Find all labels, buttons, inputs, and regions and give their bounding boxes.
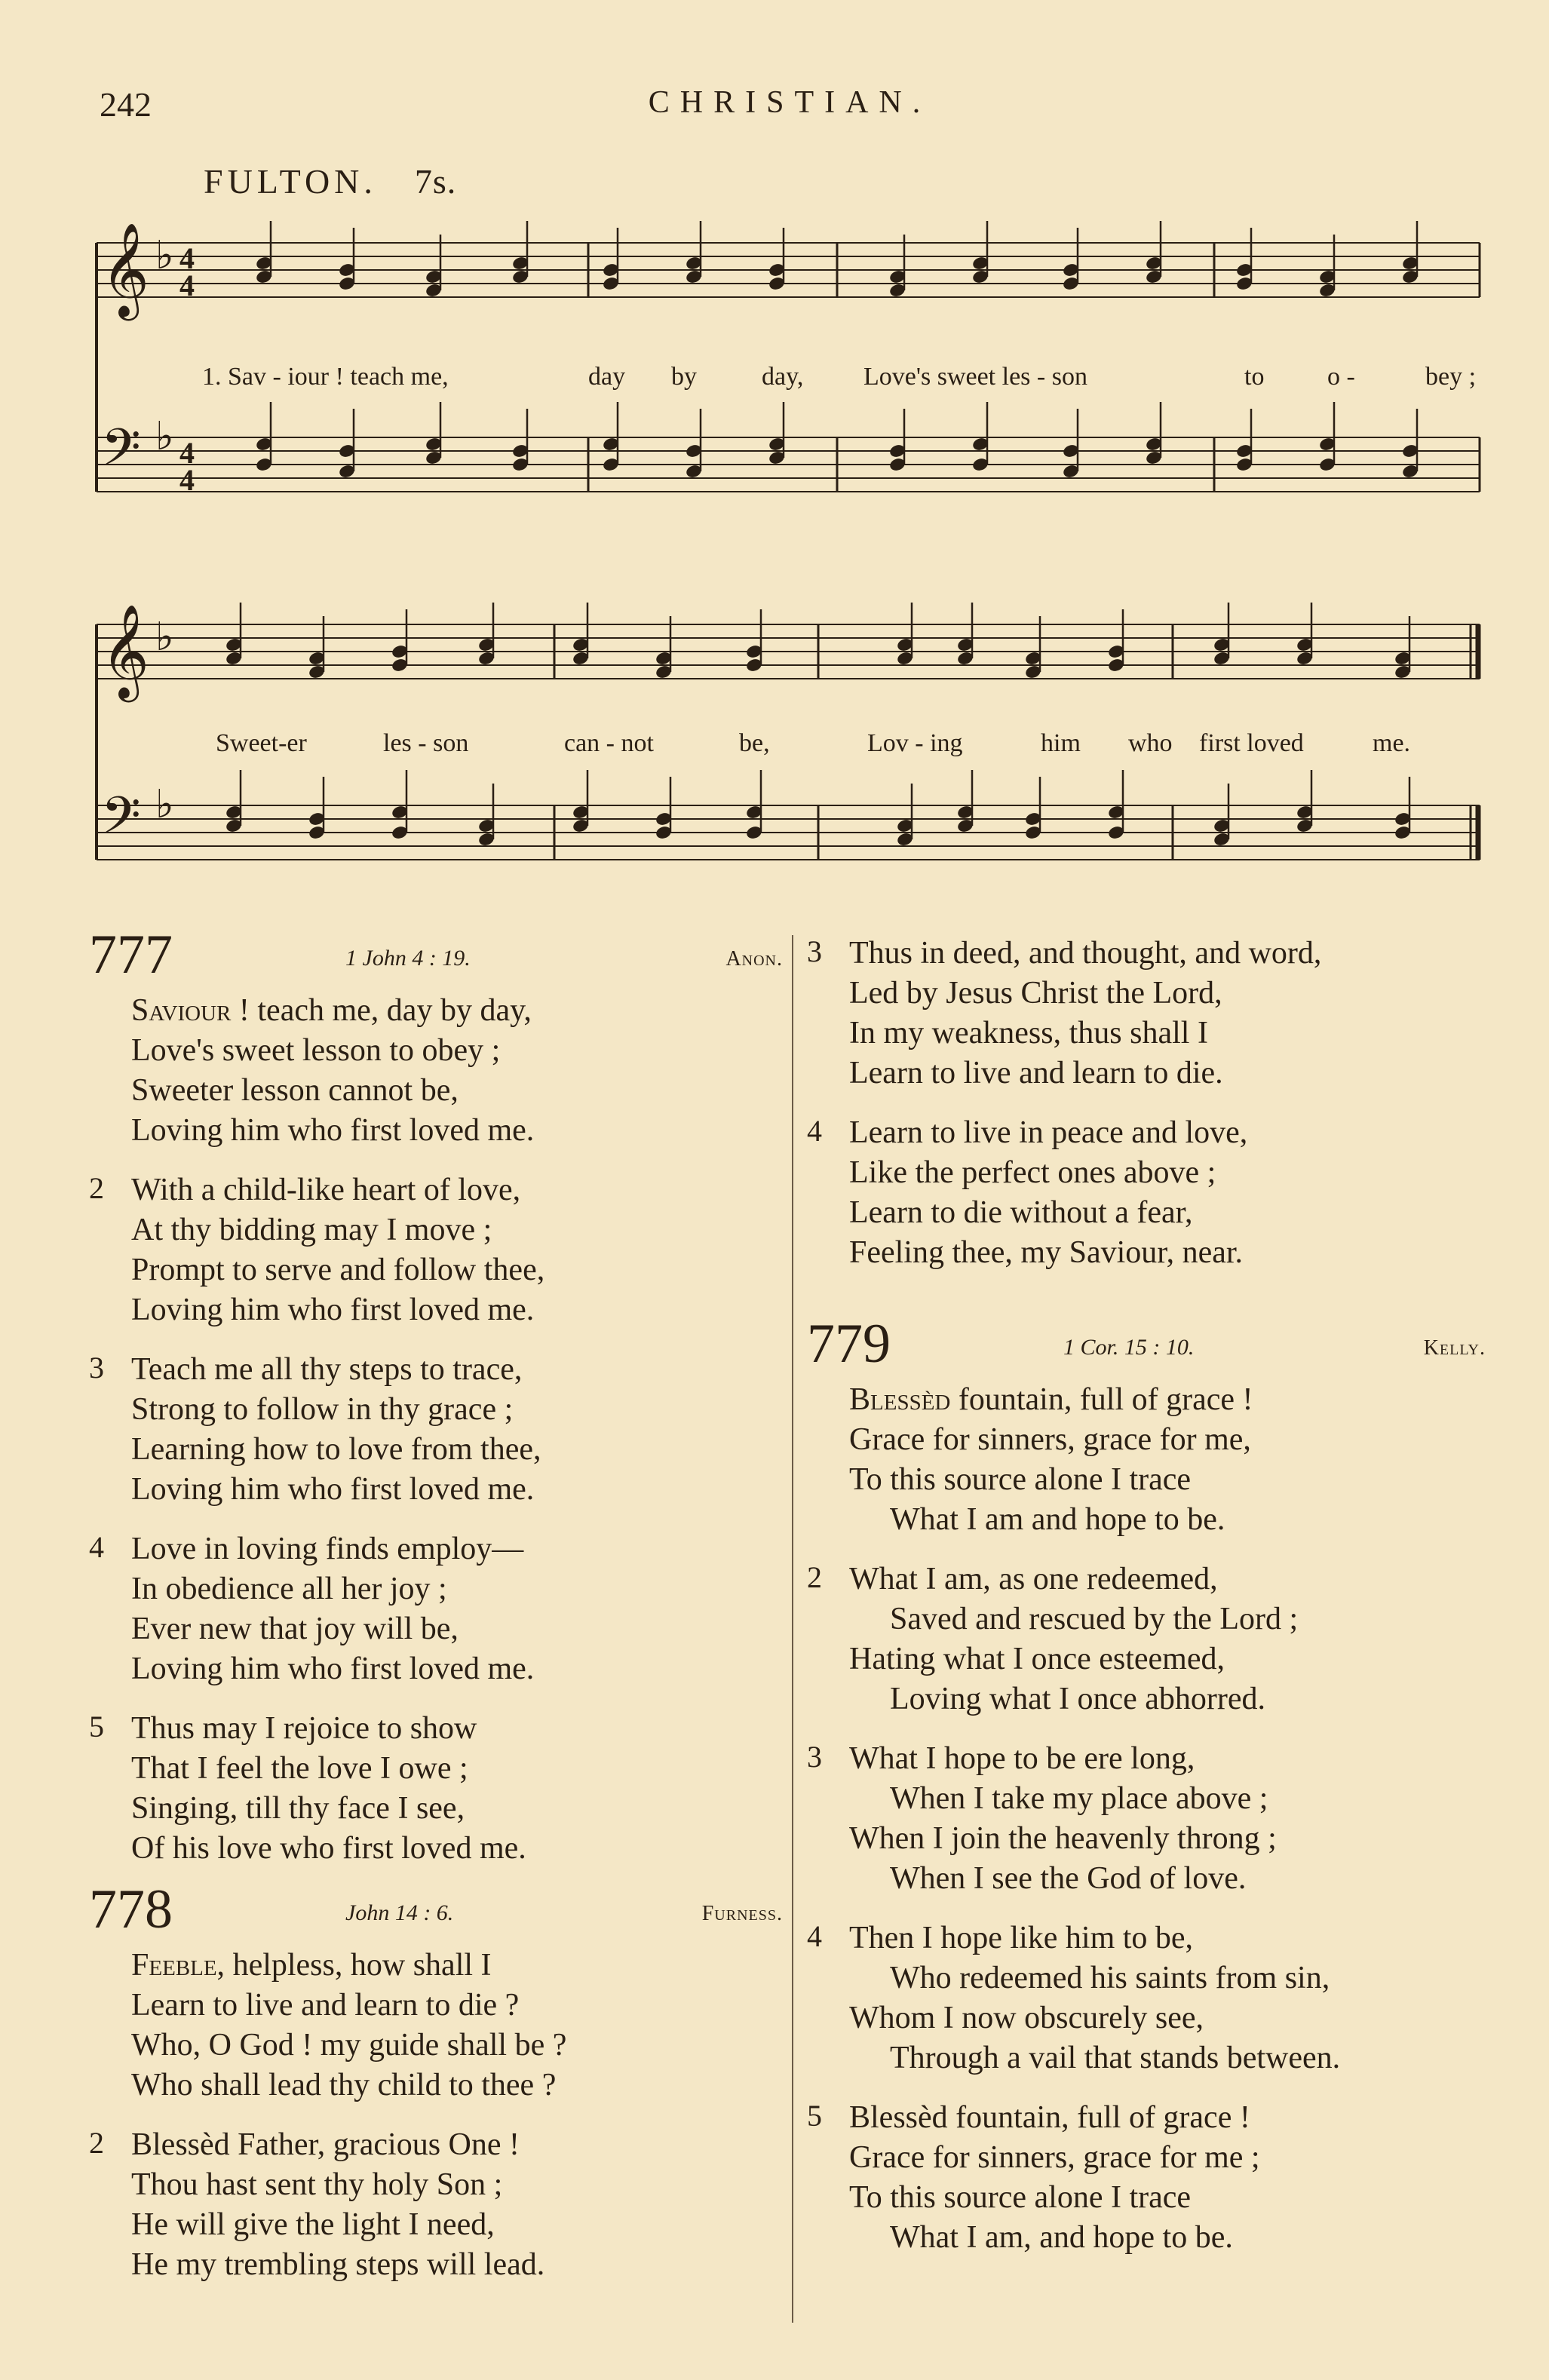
verse-number: 4 [807,1919,822,1953]
hymn-reference: John 14 : 6. [345,1900,454,1925]
tune-meter: 7s. [414,162,457,201]
treble-clef-icon: 𝄞 [101,222,149,317]
lyric-syllable: Lov - ing [867,729,963,757]
lyric-syllable: to [1244,363,1265,391]
hymn-reference: 1 John 4 : 19. [345,946,471,971]
stanza [807,934,1486,1093]
right-column [807,934,1486,2277]
stanza [807,1560,1486,1719]
verse-line: That I feel the love I owe ; [131,1751,468,1786]
verse-number: 5 [807,2099,822,2133]
verse-line: To this source alone I trace [849,1462,1192,1497]
verse-number: 2 [89,2126,104,2160]
verse-line: Saviour ! teach me, day by day, [131,993,532,1028]
verse-line: Who shall lead thy child to thee ? [131,2068,557,2102]
bass-clef-icon: 𝄢 [101,419,141,490]
hymn-header [89,1879,783,1946]
verse-line: What I am, and hope to be. [890,2220,1233,2255]
verse-line: Feeble, helpless, how shall I [131,1948,492,1983]
verse-line: Loving what I once abhorred. [890,1682,1265,1716]
verse-line: Love's sweet lesson to obey ; [131,1033,501,1068]
time-signature-top: 4 [179,241,195,275]
verse-line: Whom I now obscurely see, [849,2001,1204,2035]
page-number: 242 [100,85,152,124]
flat-key-icon: ♭ [155,616,174,659]
verse-line: When I see the God of love. [890,1861,1247,1896]
hymn-number: 777 [89,924,173,986]
bass-clef-icon: 𝄢 [101,787,141,858]
verse-number: 5 [89,1710,104,1744]
stanza [89,1170,783,1330]
stanza [807,1380,1486,1540]
verse-line: Saved and rescued by the Lord ; [890,1602,1299,1636]
verse-line: Prompt to serve and follow thee, [131,1253,545,1287]
verse-number: 3 [89,1351,104,1385]
verse-number: 4 [89,1530,104,1564]
verse-line: Led by Jesus Christ the Lord, [849,976,1222,1011]
lyric-syllable: les - son [383,729,469,757]
verse-line: Blessèd fountain, full of grace ! [849,1382,1253,1417]
left-column [89,924,783,2305]
verse-line: With a child-like heart of love, [131,1173,521,1207]
verse-line: Loving him who first loved me. [131,1113,535,1148]
lyric-syllable: 1. Sav - iour ! teach me, [202,363,449,391]
verse-line: Through a vail that stands between. [890,2041,1341,2075]
lyric-syllable: Love's sweet les - son [863,363,1087,391]
hymn-reference: 1 Cor. 15 : 10. [1063,1335,1195,1360]
verse-line: Loving him who first loved me. [131,1293,535,1327]
stanza [89,1350,783,1510]
verse-number: 4 [807,1114,822,1148]
verse-line: Learn to live in peace and love, [849,1115,1248,1150]
lyric-syllable: day, [762,363,804,391]
verse-number: 2 [89,1171,104,1205]
flat-key-icon: ♭ [155,235,174,278]
verse-line: Loving him who first loved me. [131,1652,535,1686]
lyric-syllable: Sweet-er [216,729,307,757]
stanza [89,1529,783,1689]
lyric-syllable: by [671,363,697,391]
hymn-author: Furness. [701,1902,783,1925]
stanza [89,991,783,1151]
lyric-syllable: him [1041,729,1081,757]
verse-line: Ever new that joy will be, [131,1612,459,1646]
verse-line: Grace for sinners, grace for me ; [849,2140,1260,2175]
lyric-syllable: be, [739,729,770,757]
stanza [807,2098,1486,2258]
lyric-syllable: me. [1373,729,1411,757]
verse-line: To this source alone I trace [849,2180,1192,2215]
stanza [807,1918,1486,2078]
tune-name: FULTON. [204,162,377,201]
verse-line: At thy bidding may I move ; [131,1213,492,1247]
stanza [807,1113,1486,1273]
verse-line: Learn to live and learn to die ? [131,1988,520,2023]
verse-line: Sweeter lesson cannot be, [131,1073,459,1108]
lyric-syllable: o - [1327,363,1355,391]
hymn-header [89,924,783,991]
verse-line: He my trembling steps will lead. [131,2247,545,2282]
running-title: CHRISTIAN. [648,85,931,120]
verse-line: Singing, till thy face I see, [131,1791,465,1826]
treble-clef-icon: 𝄞 [101,604,149,698]
verse-line: In obedience all her joy ; [131,1572,447,1606]
verse-line: Strong to follow in thy grace ; [131,1392,514,1427]
verse-line: Who, O God ! my guide shall be ? [131,2028,567,2063]
lyric-syllable: can - not [564,729,654,757]
verse-line: Hating what I once esteemed, [849,1642,1225,1676]
verse-line: Of his love who first loved me. [131,1831,526,1866]
stanza [89,1946,783,2106]
verse-line: Blessèd fountain, full of grace ! [849,2100,1250,2135]
hymn-author: Anon. [725,947,783,971]
verse-line: Grace for sinners, grace for me, [849,1422,1251,1457]
time-signature-top: 4 [179,436,195,470]
flat-key-icon: ♭ [155,784,174,827]
verse-line: Love in loving finds employ— [131,1532,524,1566]
verse-line: Thus in deed, and thought, and word, [849,936,1322,971]
lyric-syllable: who [1128,729,1173,757]
lyric-syllable: first loved [1199,729,1304,757]
verse-line: Thou hast sent thy holy Son ; [131,2167,503,2202]
verse-line: When I take my place above ; [890,1781,1268,1816]
verse-line: Learn to live and learn to die. [849,1056,1223,1090]
verse-line: What I hope to be ere long, [849,1741,1195,1776]
verse-line: In my weakness, thus shall I [849,1016,1208,1050]
verse-line: What I am, as one redeemed, [849,1562,1218,1596]
column-divider [792,935,793,2323]
verse-line: Like the perfect ones above ; [849,1155,1216,1190]
verse-line: Thus may I rejoice to show [131,1711,477,1746]
stanza [89,2125,783,2285]
verse-line: Blessèd Father, gracious One ! [131,2127,520,2162]
spacer [807,1293,1486,1323]
verse-line: What I am and hope to be. [890,1502,1225,1537]
verse-line: Then I hope like him to be, [849,1921,1194,1955]
verse-number: 3 [807,934,822,968]
lyric-syllable: bey ; [1425,363,1477,391]
verse-line: When I join the heavenly throng ; [849,1821,1277,1856]
hymn-header [807,1313,1486,1380]
time-signature-bottom: 4 [179,463,195,497]
flat-key-icon: ♭ [155,416,174,459]
music-score [0,0,1549,905]
verse-line: Learning how to love from thee, [131,1432,541,1467]
verse-number: 2 [807,1560,822,1594]
stanza [89,1709,783,1869]
hymn-number: 779 [807,1313,891,1375]
verse-line: Teach me all thy steps to trace, [131,1352,523,1387]
hymn-number: 778 [89,1879,173,1940]
time-signature-bottom: 4 [179,268,195,302]
verse-number: 3 [807,1740,822,1774]
lyric-syllable: day [588,363,626,391]
verse-line: He will give the light I need, [131,2207,495,2242]
hymn-author: Kelly. [1423,1336,1486,1360]
verse-line: Feeling thee, my Saviour, near. [849,1235,1244,1270]
verse-line: Learn to die without a fear, [849,1195,1193,1230]
verse-line: Loving him who first loved me. [131,1472,535,1507]
stanza [807,1739,1486,1899]
verse-line: Who redeemed his saints from sin, [890,1961,1330,1995]
